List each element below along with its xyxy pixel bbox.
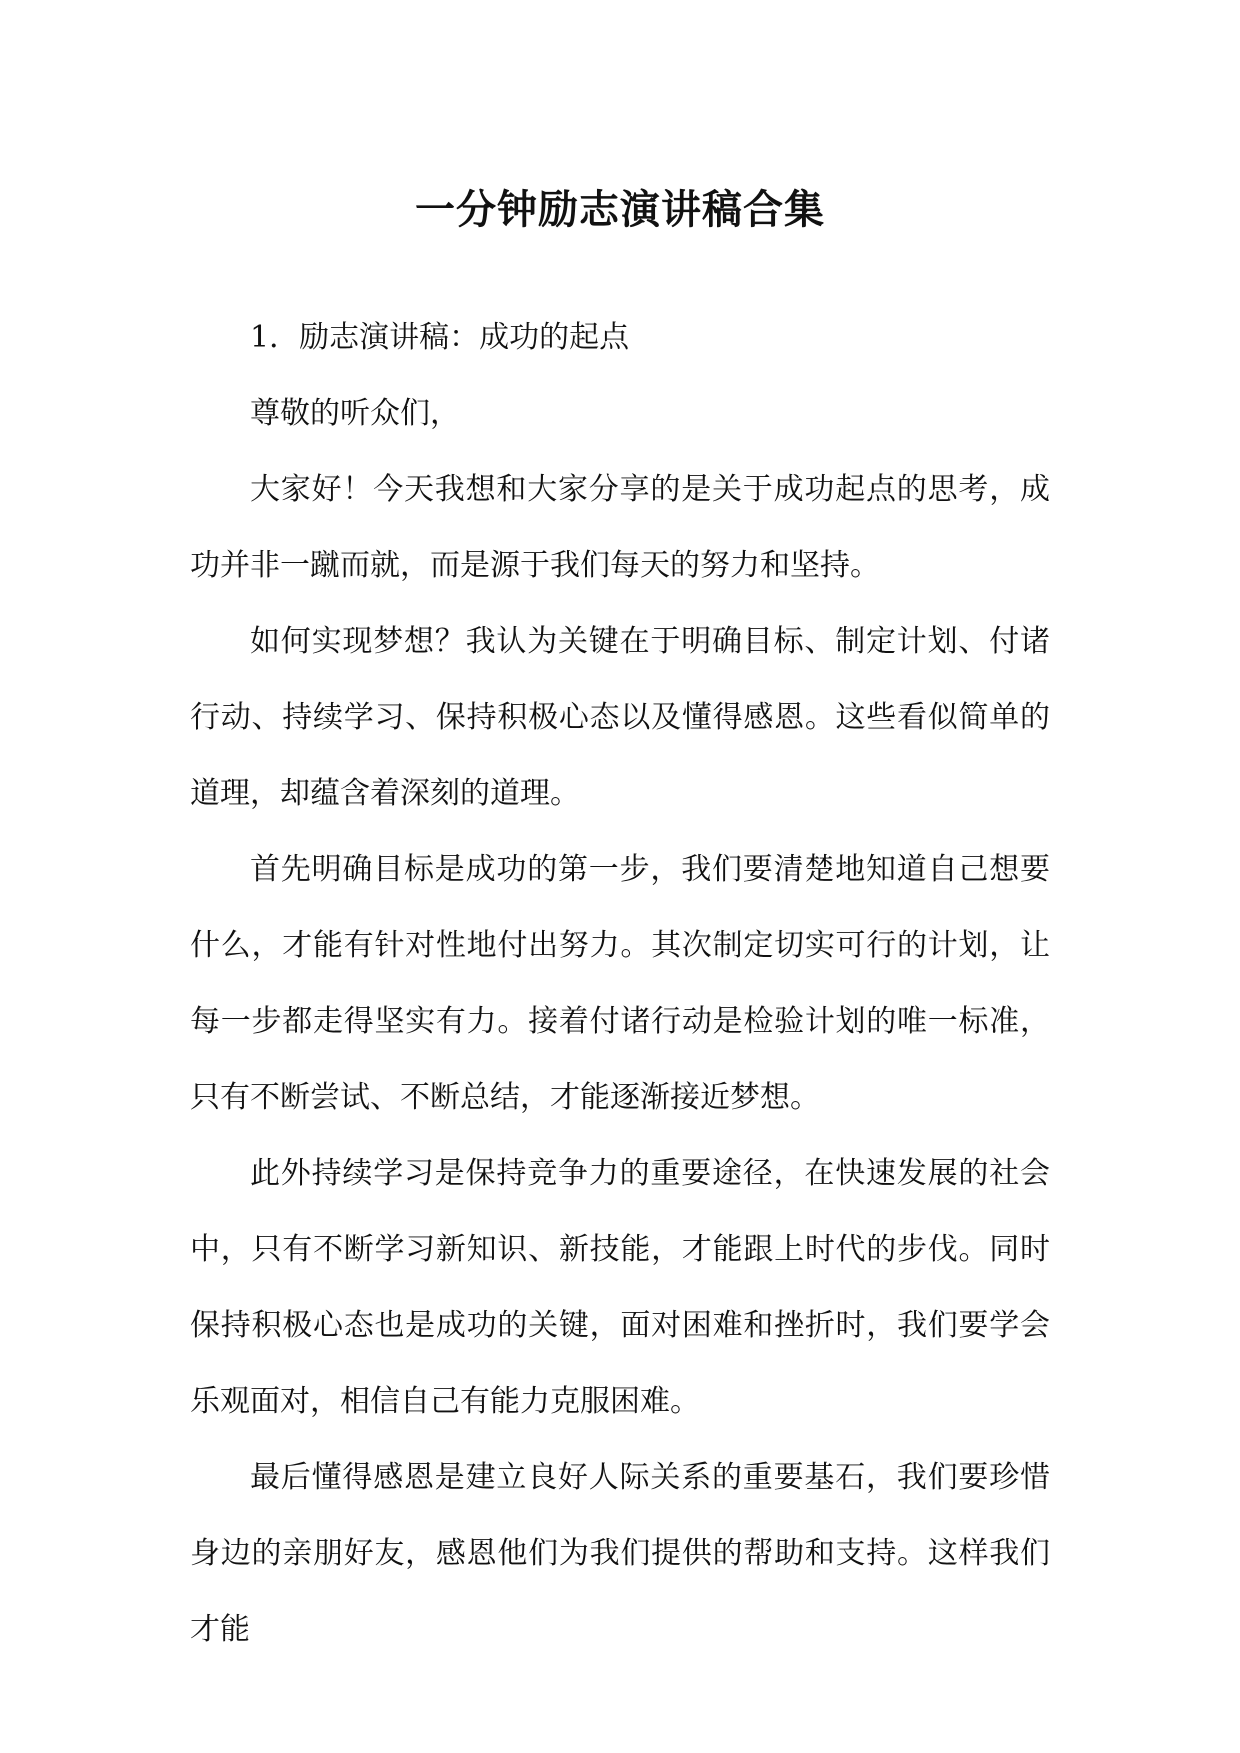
paragraph-gratitude: 最后懂得感恩是建立良好人际关系的重要基石，我们要珍惜身边的亲朋好友，感恩他们为我们提供的帮助和支持。这样我们才能: [190, 1460, 1050, 1647]
document-title: 一分钟励志演讲稿合集: [415, 186, 825, 233]
paragraph-clear-goals: 首先明确目标是成功的第一步，我们要清楚地知道自己想要什么，才能有针对性地付出努力。其次制定切实可行的计划，让每一步都走得坚实有力。接着付诸行动是检验计划的唯一标准，只有不断尝试、不断总结，才能逐渐接近梦想。: [190, 852, 1050, 1115]
paragraph-how-to-realize-dreams: 如何实现梦想？我认为关键在于明确目标、制定计划、付诸行动、持续学习、保持积极心态以及懂得感恩。这些看似简单的道理，却蕴含着深刻的道理。: [190, 624, 1050, 811]
paragraph-greeting: 大家好！今天我想和大家分享的是关于成功起点的思考，成功并非一蹴而就，而是源于我们每天的努力和坚持。: [190, 472, 1050, 583]
paragraph-section-heading: 1．励志演讲稿：成功的起点: [250, 320, 630, 355]
paragraph-continuous-learning: 此外持续学习是保持竞争力的重要途径，在快速发展的社会中，只有不断学习新知识、新技能，才能跟上时代的步伐。同时保持积极心态也是成功的关键，面对困难和挫折时，我们要学会乐观面对，相信自己有能力克服困难。: [190, 1156, 1050, 1419]
paragraph-salutation: 尊敬的听众们，: [250, 396, 460, 431]
document-body: [190, 300, 1050, 1668]
